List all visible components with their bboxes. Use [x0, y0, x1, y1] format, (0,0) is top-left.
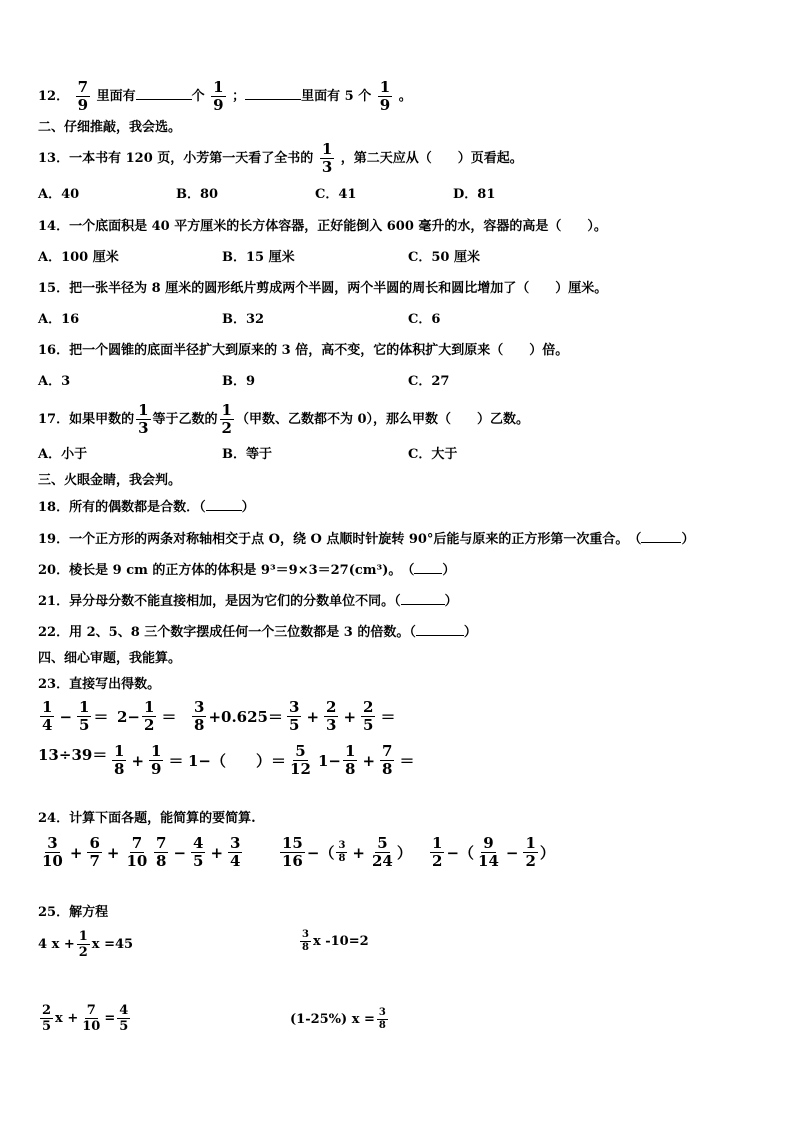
section-heading-2: 二、仔细推敲，我会选。 — [38, 120, 182, 135]
question-19: 19．一个正方形的两条对称轴相交于点 O，绕 O 点顺时针旋转 90°后能与原来的正方形第一次重合。 （ ） — [38, 532, 695, 547]
fraction: $\frac{1}{3}$ — [138, 401, 149, 437]
q25-eq-4: (1-25%) x = $\frac{3}{8}$ — [290, 1007, 386, 1031]
question-16: 16．把一个圆锥的底面半径扩大到原来的 3 倍，高不变，它的体积扩大到原来（ ）倍。 — [38, 343, 569, 358]
q23-expr-3: $\frac{3}{8}$ +0.625＝ — [194, 698, 283, 734]
option-b[interactable]: B．32 — [222, 312, 265, 327]
section-heading-4: 四、细心审题，我能算。 — [38, 651, 182, 666]
option-b[interactable]: B．15 厘米 — [222, 250, 295, 265]
q23-expr-5: 13÷39＝ — [38, 746, 108, 764]
q23-expr-8: 1− $\frac{1}{8}$ + $\frac{7}{8}$ ＝ — [318, 742, 415, 778]
question-23-title: 23．直接写出得数。 — [38, 677, 161, 692]
option-a[interactable]: A．40 — [38, 187, 80, 202]
answer-blank[interactable] — [416, 623, 464, 636]
question-number: 12． — [38, 89, 70, 104]
q25-eq-2: $\frac{3}{8}$ x -10=2 — [302, 929, 369, 953]
q24-expr-2: $\frac{7}{8}$ − $\frac{4}{5}$ + $\frac{3}{4}$ — [156, 834, 241, 870]
question-12: 12． $\frac{7}{9}$ 里面有 个 $\frac{1}{9}$ ； 里面有 5 个 $\frac{1}{9}$ 。 — [38, 78, 412, 114]
option-a[interactable]: A．100 厘米 — [38, 250, 119, 265]
option-c[interactable]: C．41 — [315, 187, 357, 202]
option-a[interactable]: A．小于 — [38, 447, 88, 462]
answer-blank[interactable] — [401, 592, 445, 605]
q23-expr-1: $\frac{1}{4}$ − $\frac{1}{5}$ ＝ — [42, 698, 109, 734]
question-20: 20．棱长是 9 cm 的正方体的体积是 9³＝9×3＝27(cm³)。 （ ） — [38, 563, 456, 578]
option-a[interactable]: A．16 — [38, 312, 80, 327]
question-22: 22．用 2、5、8 三个数字摆成任何一个三位数都是 3 的倍数。（ ） — [38, 625, 477, 640]
question-15: 15．把一张半径为 8 厘米的圆形纸片剪成两个半圆，两个半圆的周长和圆比增加了（ ）厘米。 — [38, 281, 608, 296]
section-heading-3: 三、火眼金睛，我会判。 — [38, 473, 182, 488]
option-b[interactable]: B．等于 — [222, 447, 272, 462]
question-24-title: 24．计算下面各题，能简算的要简算. — [38, 811, 256, 826]
fraction: $\frac{1}{9}$ — [213, 78, 224, 114]
question-14: 14．一个底面积是 40 平方厘米的长方体容器，正好能倒入 600 毫升的水，容器的高是（ ）。 — [38, 219, 607, 234]
q25-eq-1: 4 x + $\frac{1}{2}$ x =45 — [38, 929, 134, 960]
question-25-title: 25．解方程 — [38, 905, 109, 920]
question-18: 18．所有的偶数都是合数．（ ） — [38, 500, 255, 515]
question-17: 17．如果甲数的 $\frac{1}{3}$ 等于乙数的 $\frac{1}{2}$ （甲数、乙数都不为 0），那么甲数（ ）乙数。 — [38, 401, 530, 437]
question-13: 13．一本书有 120 页，小芳第一天看了全书的 $\frac{1}{3}$ ，第二天应从（ ）页看起。 — [38, 140, 523, 176]
q23-expr-2: 2− $\frac{1}{2}$ ＝ — [117, 698, 177, 734]
answer-blank[interactable] — [245, 87, 301, 100]
option-b[interactable]: B．9 — [222, 374, 256, 389]
answer-blank[interactable] — [206, 498, 242, 511]
q24-expr-3: $\frac{15}{16}$ −（ $\frac{3}{8}$ + $\frac{5}{24}$ ） — [282, 834, 412, 870]
fraction: $\frac{1}{2}$ — [221, 401, 232, 437]
q24-expr-4: $\frac{1}{2}$ −（ $\frac{9}{14}$ − $\frac{1}{2}$ ） — [432, 834, 555, 870]
answer-blank[interactable] — [641, 530, 681, 543]
option-d[interactable]: D．81 — [453, 187, 496, 202]
q23-expr-4: $\frac{3}{5}$ + $\frac{2}{3}$ + $\frac{2}{5}$ ＝ — [289, 698, 396, 734]
q25-eq-3: $\frac{2}{5}$ x + $\frac{7}{10}$ = $\frac{4}{5}$ — [42, 1003, 129, 1034]
answer-blank[interactable] — [414, 561, 442, 574]
q24-expr-1: $\frac{3}{10}$ + $\frac{6}{7}$ + $\frac{7}{10}$ — [42, 834, 148, 870]
option-b[interactable]: B．80 — [176, 187, 219, 202]
answer-blank[interactable] — [136, 87, 192, 100]
fraction: $\frac{1}{3}$ — [321, 140, 333, 176]
fraction: $\frac{7}{9}$ — [77, 78, 89, 114]
question-21: 21．异分母分数不能直接相加，是因为它们的分数单位不同。（ ） — [38, 594, 458, 609]
option-c[interactable]: C．50 厘米 — [408, 250, 480, 265]
q23-expr-7: 1−（ ）＝ $\frac{5}{12}$ — [188, 742, 311, 778]
fraction: $\frac{1}{9}$ — [379, 78, 391, 114]
option-c[interactable]: C．27 — [408, 374, 450, 389]
option-c[interactable]: C．大于 — [408, 447, 458, 462]
option-c[interactable]: C．6 — [408, 312, 441, 327]
q23-expr-6: $\frac{1}{8}$ + $\frac{1}{9}$ ＝ — [114, 742, 184, 778]
option-a[interactable]: A．3 — [38, 374, 71, 389]
